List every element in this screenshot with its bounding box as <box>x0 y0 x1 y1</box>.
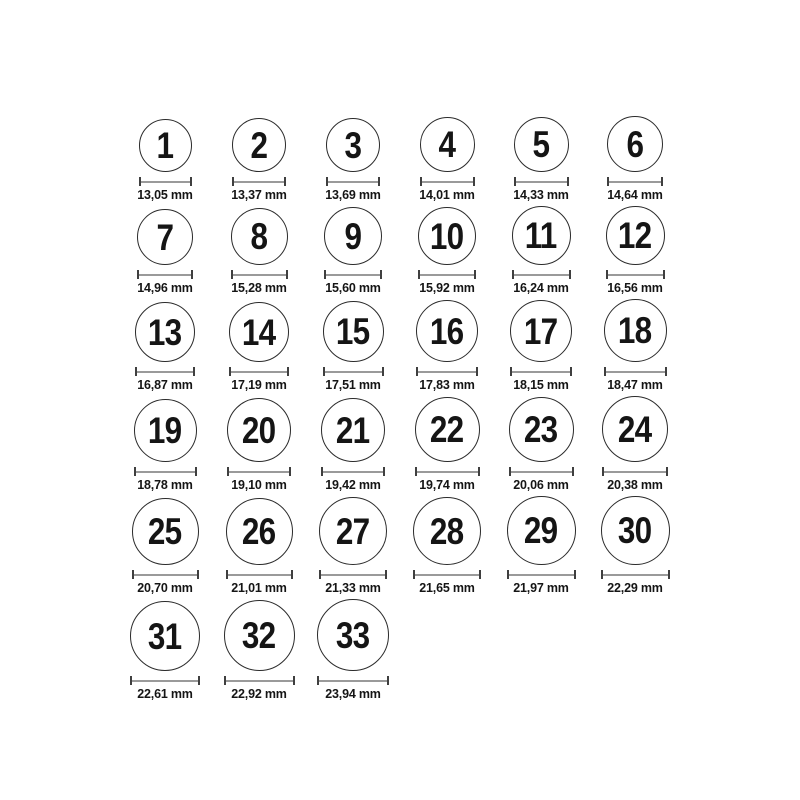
diameter-ruler <box>416 367 478 376</box>
diameter-label: 20,06 mm <box>513 478 569 492</box>
ruler-tick-right <box>293 676 295 685</box>
ring-size-cell <box>118 302 212 392</box>
ring-size-cell <box>212 118 306 202</box>
diameter-ruler <box>420 177 475 186</box>
ruler-line <box>509 574 574 576</box>
ring-size-cell <box>306 301 400 392</box>
ring-size-number: 2 <box>250 124 268 166</box>
diameter-label: 17,19 mm <box>231 378 287 392</box>
ring-circle <box>415 397 480 462</box>
ring-size-cell <box>400 300 494 392</box>
ruler-tick-right <box>473 177 475 186</box>
ruler-tick-right <box>665 367 667 376</box>
ruler-line <box>231 371 287 373</box>
ring-size-number: 13 <box>148 311 182 353</box>
ring-size-number: 19 <box>148 410 182 451</box>
diameter-ruler <box>323 367 384 376</box>
ruler-tick-right <box>666 467 668 476</box>
ruler-tick-right <box>478 467 480 476</box>
ring-size-number: 24 <box>618 408 652 450</box>
ruler-tick-right <box>191 270 193 279</box>
ring-size-number: 25 <box>148 511 182 552</box>
ruler-line <box>328 181 378 183</box>
diameter-ruler <box>326 177 380 186</box>
diameter-label: 13,37 mm <box>231 188 287 202</box>
ring-size-number: 8 <box>250 216 268 257</box>
ring-size-number: 16 <box>430 310 464 352</box>
ring-circle <box>604 299 667 362</box>
ruler-line <box>141 181 190 183</box>
diameter-ruler <box>224 676 295 685</box>
diameter-ruler <box>229 367 289 376</box>
ring-size-cell <box>494 496 588 595</box>
ring-size-number: 22 <box>430 409 464 450</box>
ruler-tick-right <box>661 177 663 186</box>
ruler-tick-right <box>663 270 665 279</box>
ring-size-cell <box>212 398 306 492</box>
ruler-tick-right <box>286 270 288 279</box>
ruler-tick-right <box>284 177 286 186</box>
ruler-tick-right <box>380 270 382 279</box>
diameter-label: 13,05 mm <box>137 188 193 202</box>
ruler-line <box>139 274 191 276</box>
ruler-tick-right <box>574 570 576 579</box>
diameter-ruler <box>604 367 667 376</box>
ring-size-number: 3 <box>344 124 362 166</box>
ring-circle <box>137 209 193 265</box>
diameter-ruler <box>606 270 665 279</box>
diameter-ruler <box>231 270 288 279</box>
diameter-ruler <box>415 467 480 476</box>
ruler-tick-right <box>572 467 574 476</box>
ruler-line <box>323 471 383 473</box>
ring-size-cell <box>306 207 400 295</box>
ring-circle <box>324 207 382 265</box>
ring-size-cell <box>306 497 400 595</box>
diameter-label: 23,94 mm <box>325 687 381 701</box>
ruler-line <box>420 274 474 276</box>
ring-size-cell <box>118 209 212 295</box>
ring-size-number: 12 <box>618 215 652 256</box>
ring-size-number: 9 <box>344 215 362 257</box>
ruler-line <box>228 574 291 576</box>
diameter-ruler <box>509 467 574 476</box>
diameter-ruler <box>413 570 481 579</box>
diameter-label: 17,51 mm <box>325 378 381 392</box>
diameter-label: 22,61 mm <box>137 687 193 701</box>
ring-circle <box>130 601 200 671</box>
ring-circle <box>418 207 476 265</box>
diameter-label: 22,92 mm <box>231 687 287 701</box>
ruler-tick-right <box>193 367 195 376</box>
ring-size-number: 30 <box>618 510 652 551</box>
ring-size-cell <box>306 398 400 492</box>
diameter-ruler <box>602 467 668 476</box>
diameter-ruler <box>321 467 385 476</box>
diameter-ruler <box>319 570 387 579</box>
ring-circle <box>413 497 481 565</box>
diameter-ruler <box>232 177 286 186</box>
ring-size-cell <box>588 206 682 295</box>
ring-circle <box>134 399 197 462</box>
ring-circle <box>507 496 576 565</box>
diameter-label: 17,83 mm <box>419 378 475 392</box>
ring-size-cell <box>118 498 212 595</box>
ruler-line <box>604 471 666 473</box>
ring-size-cell <box>118 601 212 701</box>
ring-size-number: 33 <box>336 614 370 656</box>
ring-size-cell <box>588 396 682 492</box>
ring-size-cell <box>588 496 682 595</box>
ring-size-cell <box>494 397 588 492</box>
ruler-tick-right <box>387 676 389 685</box>
ruler-line <box>234 181 284 183</box>
ruler-tick-right <box>378 177 380 186</box>
ring-size-cell <box>212 600 306 701</box>
ring-size-number: 26 <box>242 511 276 552</box>
ruler-line <box>325 371 382 373</box>
diameter-label: 22,29 mm <box>607 581 663 595</box>
diameter-label: 19,10 mm <box>231 478 287 492</box>
ruler-line <box>233 274 286 276</box>
ring-circle <box>510 300 572 362</box>
ruler-line <box>137 371 193 373</box>
ruler-tick-right <box>668 570 670 579</box>
diameter-ruler <box>607 177 663 186</box>
diameter-ruler <box>226 570 293 579</box>
ring-circle <box>132 498 199 565</box>
ring-size-number: 18 <box>618 310 652 351</box>
ring-circle <box>224 600 295 671</box>
ruler-line <box>516 181 567 183</box>
ruler-tick-right <box>476 367 478 376</box>
diameter-label: 18,78 mm <box>137 478 193 492</box>
ruler-line <box>319 680 387 682</box>
ruler-line <box>417 471 478 473</box>
ring-size-cell <box>306 118 400 202</box>
ring-size-number: 28 <box>430 510 464 552</box>
ring-size-cell <box>212 498 306 595</box>
ring-circle <box>509 397 574 462</box>
ring-size-number: 1 <box>156 125 174 166</box>
ruler-tick-right <box>287 367 289 376</box>
diameter-label: 14,01 mm <box>419 188 475 202</box>
diameter-label: 16,87 mm <box>137 378 193 392</box>
diameter-label: 18,47 mm <box>607 378 663 392</box>
diameter-ruler <box>507 570 576 579</box>
diameter-label: 21,01 mm <box>231 581 287 595</box>
ring-circle <box>226 498 293 565</box>
ring-size-cell <box>400 117 494 202</box>
ring-circle <box>326 118 380 172</box>
ruler-tick-right <box>198 676 200 685</box>
diameter-label: 19,42 mm <box>325 478 381 492</box>
diameter-label: 21,33 mm <box>325 581 381 595</box>
ring-size-number: 21 <box>336 409 370 451</box>
ring-size-number: 4 <box>438 124 456 165</box>
ring-size-cell <box>118 399 212 492</box>
ruler-line <box>608 274 663 276</box>
ring-size-number: 29 <box>524 510 558 551</box>
diameter-ruler <box>418 270 476 279</box>
ring-circle <box>317 599 389 671</box>
ruler-tick-right <box>291 570 293 579</box>
diameter-ruler <box>512 270 571 279</box>
ring-circle <box>601 496 670 565</box>
ring-size-number: 10 <box>430 215 464 257</box>
ruler-tick-right <box>570 367 572 376</box>
diameter-label: 20,38 mm <box>607 478 663 492</box>
ring-size-cell <box>588 299 682 392</box>
ruler-line <box>606 371 665 373</box>
ring-circle <box>139 119 192 172</box>
ring-size-cell <box>212 208 306 295</box>
ruler-line <box>134 574 197 576</box>
ring-size-number: 32 <box>242 615 276 656</box>
ring-size-number: 15 <box>336 311 370 352</box>
diameter-label: 14,33 mm <box>513 188 569 202</box>
ruler-line <box>321 574 385 576</box>
diameter-ruler <box>135 367 195 376</box>
ruler-tick-right <box>569 270 571 279</box>
ruler-line <box>609 181 661 183</box>
ring-circle <box>602 396 668 462</box>
ring-size-cell <box>400 397 494 492</box>
diameter-ruler <box>132 570 199 579</box>
ring-circle <box>231 208 288 265</box>
ring-size-number: 5 <box>532 124 550 165</box>
ruler-tick-right <box>289 467 291 476</box>
ring-size-number: 11 <box>525 215 557 256</box>
ring-size-cell <box>588 116 682 202</box>
diameter-ruler <box>324 270 382 279</box>
diameter-label: 21,65 mm <box>419 581 475 595</box>
diameter-ruler <box>514 177 569 186</box>
ruler-line <box>229 471 289 473</box>
ring-size-number: 23 <box>524 409 558 450</box>
ring-size-number: 14 <box>242 311 276 353</box>
ring-size-number: 17 <box>524 310 558 352</box>
ruler-line <box>512 371 570 373</box>
ring-size-number: 31 <box>148 615 182 657</box>
ring-circle <box>229 302 289 362</box>
diameter-label: 21,97 mm <box>513 581 569 595</box>
diameter-ruler <box>130 676 200 685</box>
ruler-line <box>418 371 476 373</box>
diameter-ruler <box>601 570 670 579</box>
ring-circle <box>606 206 665 265</box>
diameter-ruler <box>139 177 192 186</box>
ruler-line <box>415 574 479 576</box>
ring-size-cell <box>494 300 588 392</box>
diameter-label: 20,70 mm <box>137 581 193 595</box>
ring-size-cell <box>400 207 494 295</box>
ruler-line <box>603 574 668 576</box>
diameter-ruler <box>137 270 193 279</box>
diameter-ruler <box>134 467 197 476</box>
ring-size-number: 27 <box>336 510 370 552</box>
diameter-label: 15,92 mm <box>419 281 475 295</box>
ring-size-number: 20 <box>242 409 276 451</box>
ruler-tick-right <box>190 177 192 186</box>
diameter-ruler <box>510 367 572 376</box>
ring-size-cell <box>212 302 306 392</box>
ring-circle <box>135 302 195 362</box>
ring-size-cell <box>494 117 588 202</box>
diameter-ruler <box>227 467 291 476</box>
ring-size-number: 6 <box>626 123 644 165</box>
ruler-tick-right <box>479 570 481 579</box>
ruler-tick-right <box>383 467 385 476</box>
ruler-tick-right <box>385 570 387 579</box>
diameter-label: 13,69 mm <box>325 188 381 202</box>
diameter-label: 14,96 mm <box>137 281 193 295</box>
ring-circle <box>514 117 569 172</box>
ruler-tick-right <box>195 467 197 476</box>
diameter-label: 19,74 mm <box>419 478 475 492</box>
ring-circle <box>321 398 385 462</box>
ring-size-cell <box>400 497 494 595</box>
ring-circle <box>232 118 286 172</box>
ring-circle <box>416 300 478 362</box>
ring-circle <box>323 301 384 362</box>
ruler-tick-right <box>197 570 199 579</box>
ring-circle <box>607 116 663 172</box>
ruler-tick-right <box>474 270 476 279</box>
diameter-label: 15,28 mm <box>231 281 287 295</box>
ring-circle <box>319 497 387 565</box>
ring-size-number: 7 <box>156 216 174 258</box>
ruler-line <box>511 471 572 473</box>
ruler-line <box>136 471 195 473</box>
ruler-tick-right <box>567 177 569 186</box>
ruler-line <box>226 680 293 682</box>
ring-size-cell <box>118 119 212 202</box>
ruler-line <box>514 274 569 276</box>
diameter-label: 16,56 mm <box>607 281 663 295</box>
ruler-line <box>422 181 473 183</box>
ring-circle <box>512 206 571 265</box>
diameter-ruler <box>317 676 389 685</box>
ring-circle <box>420 117 475 172</box>
ruler-line <box>326 274 380 276</box>
diameter-label: 18,15 mm <box>513 378 569 392</box>
diameter-label: 16,24 mm <box>513 281 569 295</box>
ring-circle <box>227 398 291 462</box>
diameter-label: 15,60 mm <box>325 281 381 295</box>
diameter-label: 14,64 mm <box>607 188 663 202</box>
ruler-tick-right <box>382 367 384 376</box>
ring-size-cell <box>306 599 400 701</box>
ring-size-cell <box>494 206 588 295</box>
ruler-line <box>132 680 198 682</box>
